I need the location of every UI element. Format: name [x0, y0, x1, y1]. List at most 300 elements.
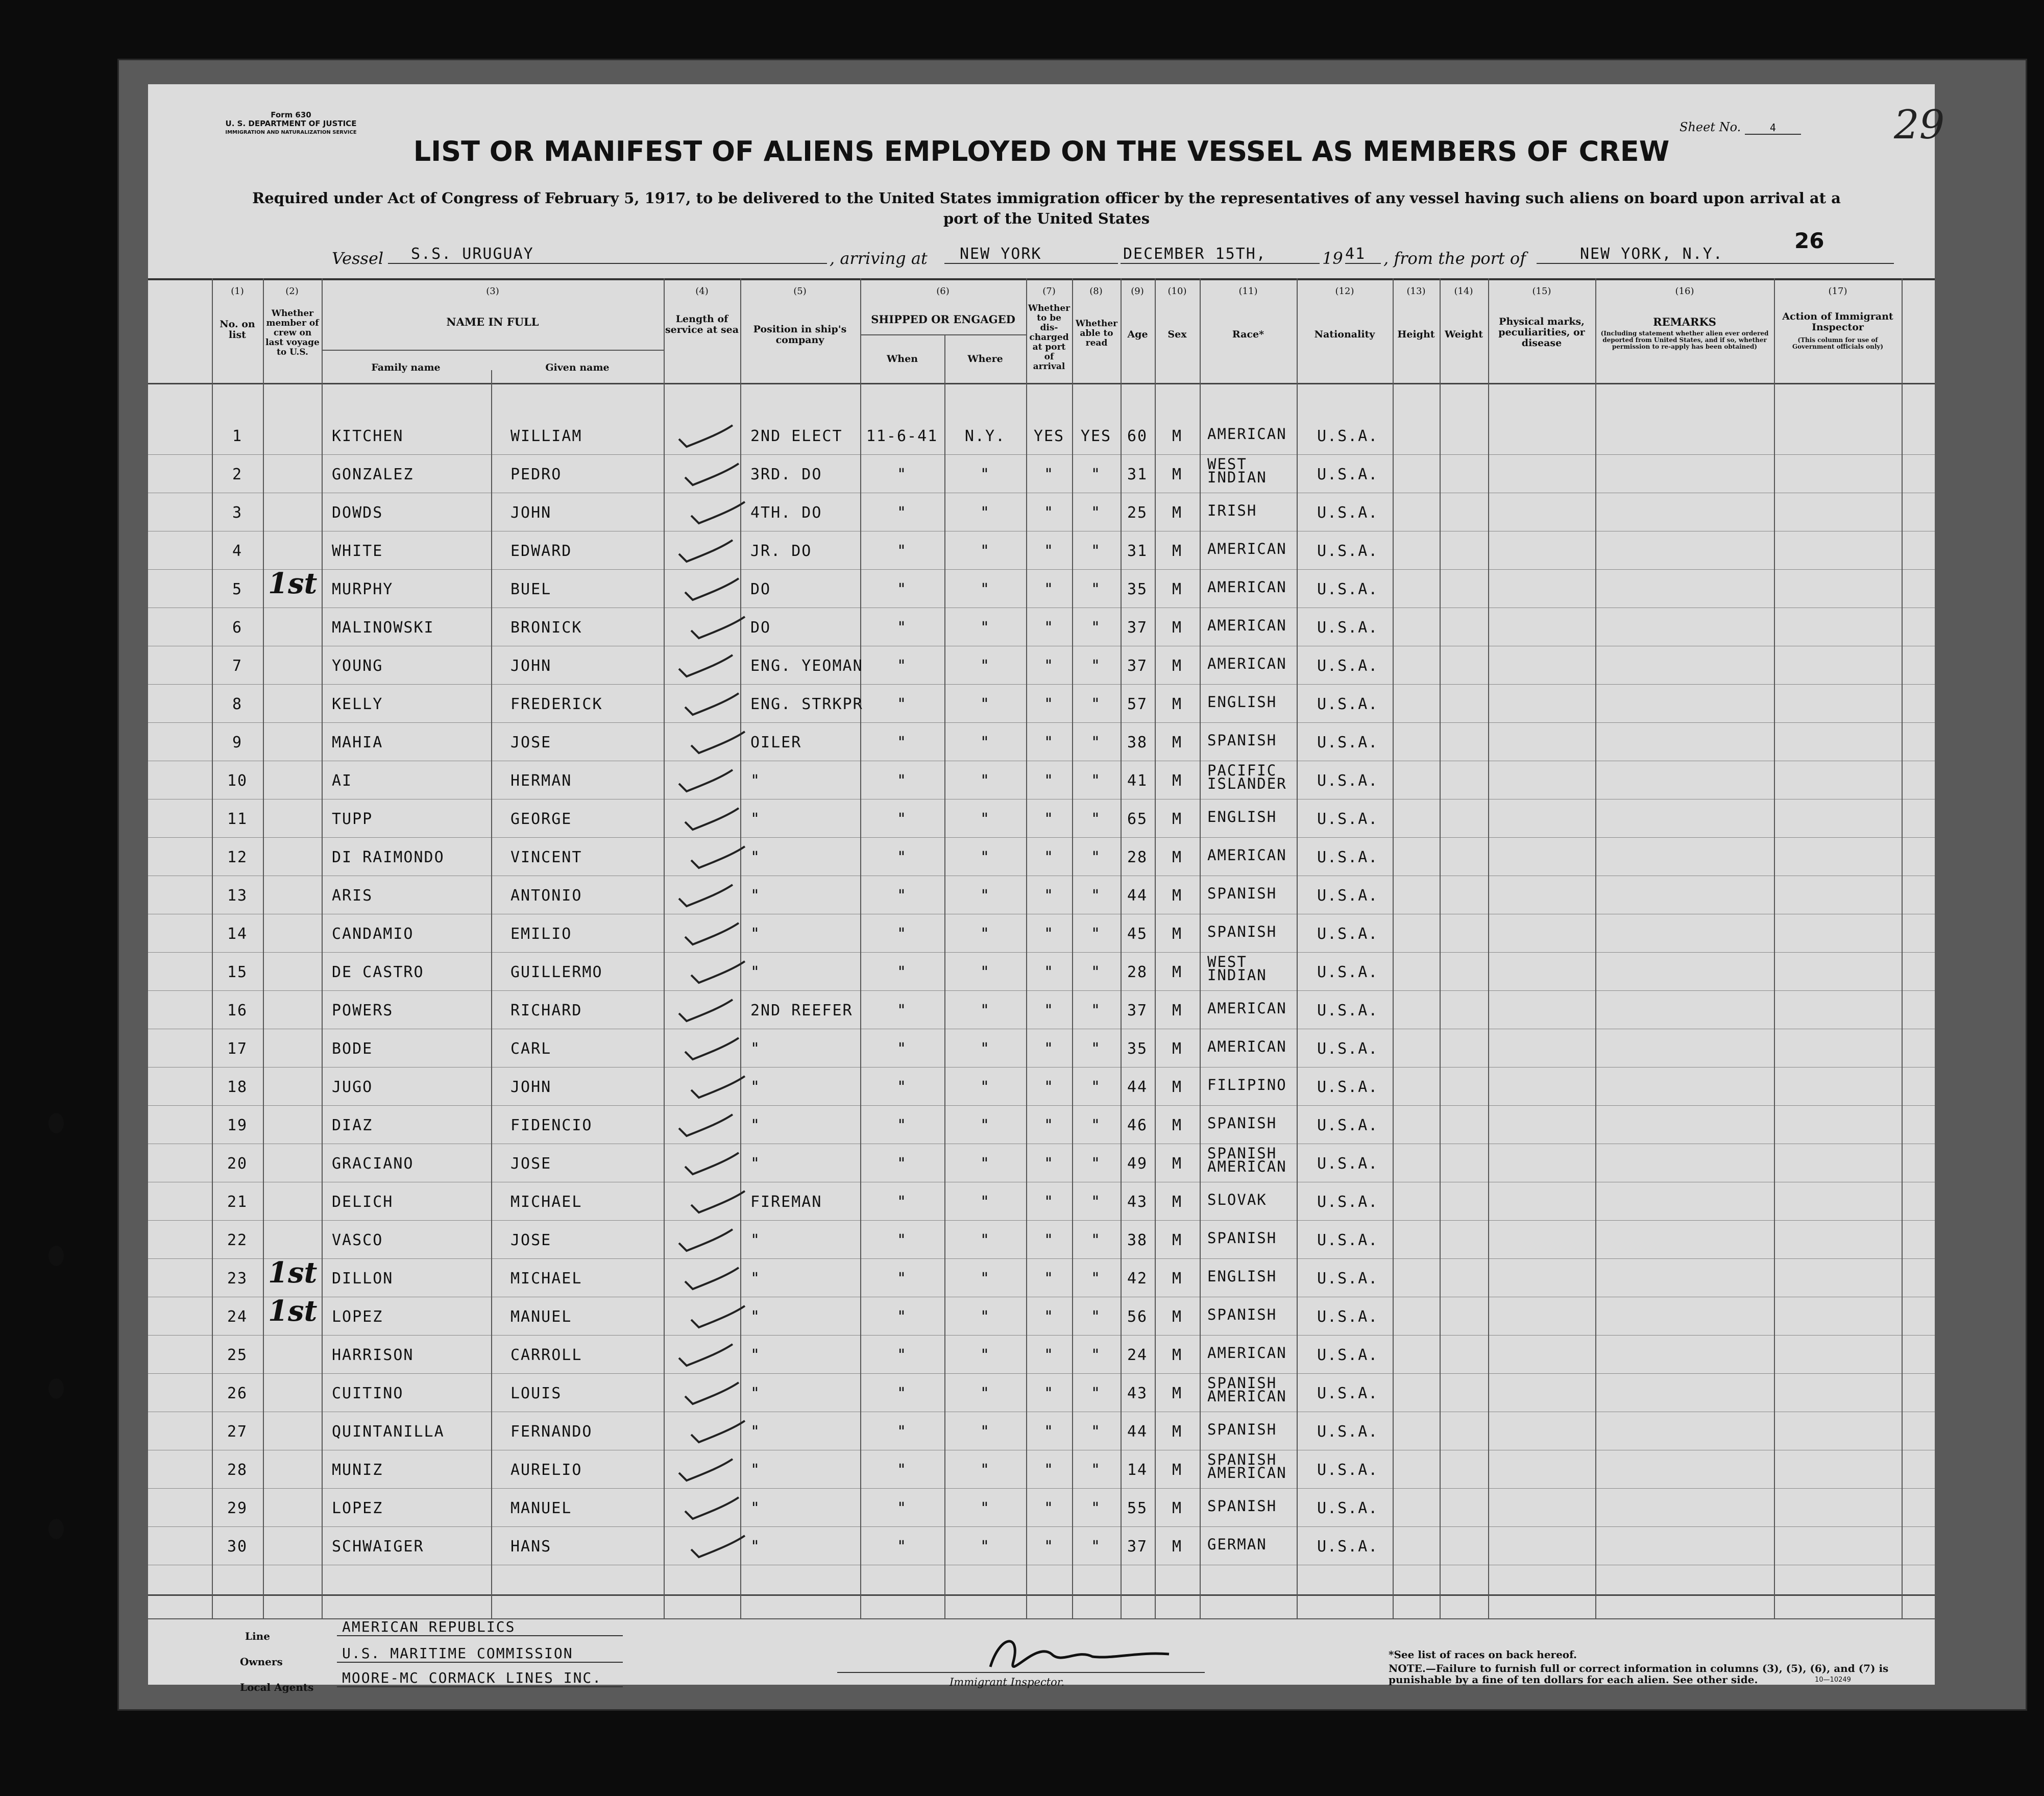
- cell-sex: M: [1172, 657, 1183, 675]
- cell-row-number: 29: [227, 1499, 248, 1517]
- header-remarks-note: (Including statement whether alien ever ordered deported from United States, and if so, whether permission to re-apply has been obtained): [1600, 330, 1769, 350]
- cell-race: ENGLISH: [1207, 693, 1277, 711]
- table-bottom-border: [148, 1594, 1935, 1596]
- cell-age: 41: [1127, 772, 1148, 790]
- cell-given-name: AURELIO: [510, 1461, 582, 1479]
- header-action-note: (This column for use of Government officials only): [1792, 336, 1884, 350]
- row-divider: [148, 454, 1935, 455]
- cell-age: 28: [1127, 848, 1148, 866]
- col-divider: [1393, 278, 1394, 1618]
- header-height: Height: [1397, 329, 1435, 340]
- col-divider: [740, 278, 741, 1618]
- cell-shipped-where: ": [980, 1308, 991, 1326]
- name-subdivider: [322, 350, 664, 351]
- cell-position: JR. DO: [750, 542, 812, 560]
- cell-discharged: ": [1043, 542, 1055, 560]
- cell-row-number: 23: [227, 1270, 248, 1288]
- col-divider: [1595, 278, 1596, 1618]
- cell-shipped-where: N.Y.: [964, 427, 1006, 445]
- cell-discharged: ": [1043, 1385, 1055, 1402]
- cell-given-name: CARL: [510, 1040, 552, 1058]
- row-divider: [148, 952, 1935, 953]
- col-num: (6): [936, 286, 950, 297]
- cell-able-to-read: ": [1090, 772, 1102, 790]
- cell-position: 4TH. DO: [750, 504, 822, 522]
- cell-age: 14: [1127, 1461, 1148, 1479]
- cell-able-to-read: ": [1090, 848, 1102, 866]
- cell-shipped-where: ": [980, 1423, 991, 1441]
- row-divider: [148, 1220, 1935, 1221]
- cell-age: 57: [1127, 695, 1148, 713]
- cell-able-to-read: ": [1090, 734, 1102, 751]
- cell-family-name: TUPP: [332, 810, 373, 828]
- handwritten-voyage-mark: 1st: [268, 567, 318, 600]
- cell-family-name: JUGO: [332, 1078, 373, 1096]
- cell-age: 55: [1127, 1499, 1148, 1517]
- cell-family-name: WHITE: [332, 542, 383, 560]
- cell-shipped-when: ": [896, 1155, 908, 1173]
- cell-nationality: U.S.A.: [1317, 619, 1379, 637]
- cell-shipped-where: ": [980, 810, 991, 828]
- department-name: U. S. DEPARTMENT OF JUSTICE: [225, 119, 357, 128]
- cell-sex: M: [1172, 1346, 1183, 1364]
- cell-family-name: LOPEZ: [332, 1499, 383, 1517]
- cell-race: SLOVAK: [1207, 1191, 1267, 1208]
- cell-row-number: 4: [232, 542, 243, 560]
- cell-nationality: U.S.A.: [1317, 1155, 1379, 1173]
- owners-label: Owners: [240, 1656, 283, 1668]
- header-weight: Weight: [1445, 329, 1483, 340]
- cell-shipped-where: ": [980, 542, 991, 560]
- cell-shipped-where: ": [980, 1078, 991, 1096]
- cell-race: SPANISH: [1207, 923, 1277, 940]
- header-physical-marks: Physical marks, peculiarities, or disease: [1498, 316, 1585, 349]
- cell-position: DO: [750, 619, 771, 637]
- cell-nationality: U.S.A.: [1317, 1385, 1379, 1402]
- cell-sex: M: [1172, 1117, 1183, 1134]
- col-num: (4): [695, 286, 709, 297]
- cell-position: DO: [750, 580, 771, 598]
- cell-shipped-when: 11-6-41: [866, 427, 938, 445]
- cell-race: SPANISH AMERICAN: [1207, 1374, 1287, 1405]
- cell-row-number: 15: [227, 963, 248, 981]
- cell-row-number: 26: [227, 1385, 248, 1402]
- cell-nationality: U.S.A.: [1317, 1193, 1379, 1211]
- header-shipped-engaged: SHIPPED OR ENGAGED: [871, 313, 1015, 326]
- cell-discharged: ": [1043, 657, 1055, 675]
- cell-position: ": [750, 887, 761, 905]
- cell-row-number: 3: [232, 504, 243, 522]
- cell-discharged: ": [1043, 1308, 1055, 1326]
- cell-sex: M: [1172, 619, 1183, 637]
- cell-shipped-where: ": [980, 1499, 991, 1517]
- cell-family-name: SCHWAIGER: [332, 1538, 424, 1556]
- cell-family-name: DE CASTRO: [332, 963, 424, 981]
- cell-given-name: HANS: [510, 1538, 552, 1556]
- cell-family-name: DI RAIMONDO: [332, 848, 445, 866]
- cell-given-name: JOHN: [510, 504, 552, 522]
- cell-row-number: 20: [227, 1155, 248, 1173]
- col-divider: [1026, 278, 1027, 1618]
- cell-age: 37: [1127, 657, 1148, 675]
- cell-given-name: ANTONIO: [510, 887, 582, 905]
- from-port-text: NEW YORK, N.Y.: [1580, 245, 1723, 263]
- cell-row-number: 14: [227, 925, 248, 943]
- cell-family-name: QUINTANILLA: [332, 1423, 445, 1441]
- cell-shipped-where: ": [980, 1155, 991, 1173]
- col-num: (3): [486, 286, 499, 297]
- page-subtitle: Required under Act of Congress of February 5, 1917, to be delivered to the United States immigration officer by the representatives of any vessel having such aliens on board upon arrival at a port of the United States: [252, 189, 1841, 227]
- col-num: (15): [1532, 286, 1551, 297]
- inspector-signature-line: [837, 1672, 1205, 1673]
- cell-position: ": [750, 1346, 761, 1364]
- cell-race: IRISH: [1207, 502, 1257, 519]
- col-divider: [322, 278, 323, 1618]
- cell-shipped-where: ": [980, 1270, 991, 1288]
- cell-discharged: YES: [1033, 427, 1065, 445]
- cell-shipped-when: ": [896, 772, 908, 790]
- cell-row-number: 6: [232, 619, 243, 637]
- cell-family-name: DOWDS: [332, 504, 383, 522]
- col-divider: [1072, 278, 1073, 1618]
- cell-able-to-read: ": [1090, 1346, 1102, 1364]
- cell-nationality: U.S.A.: [1317, 848, 1379, 866]
- cell-race: AMERICAN: [1207, 578, 1287, 596]
- cell-given-name: WILLIAM: [510, 427, 582, 445]
- col-num: (1): [231, 286, 244, 297]
- cell-nationality: U.S.A.: [1317, 887, 1379, 905]
- col-divider: [1774, 278, 1775, 1618]
- cell-row-number: 22: [227, 1231, 248, 1249]
- cell-age: 43: [1127, 1193, 1148, 1211]
- cell-family-name: MURPHY: [332, 580, 394, 598]
- cell-race: AMERICAN: [1207, 425, 1287, 443]
- cell-able-to-read: ": [1090, 1499, 1102, 1517]
- cell-family-name: CANDAMIO: [332, 925, 414, 943]
- cell-race: ENGLISH: [1207, 1268, 1277, 1285]
- cell-given-name: EMILIO: [510, 925, 572, 943]
- cell-race: SPANISH: [1207, 1229, 1277, 1247]
- header-remarks: REMARKS: [1653, 315, 1716, 328]
- cell-row-number: 27: [227, 1423, 248, 1441]
- cell-given-name: JOHN: [510, 657, 552, 675]
- cell-family-name: MAHIA: [332, 734, 383, 751]
- cell-position: ": [750, 1423, 761, 1441]
- cell-row-number: 5: [232, 580, 243, 598]
- header-discharged: Whether to be dis-charged at port of arrival: [1028, 303, 1070, 372]
- cell-nationality: U.S.A.: [1317, 1499, 1379, 1517]
- cell-position: ": [750, 925, 761, 943]
- cell-able-to-read: ": [1090, 1270, 1102, 1288]
- cell-age: 35: [1127, 1040, 1148, 1058]
- cell-shipped-where: ": [980, 1040, 991, 1058]
- cell-nationality: U.S.A.: [1317, 1346, 1379, 1364]
- cell-shipped-when: ": [896, 810, 908, 828]
- cell-discharged: ": [1043, 1193, 1055, 1211]
- cell-shipped-when: ": [896, 1423, 908, 1441]
- cell-shipped-when: ": [896, 1193, 908, 1211]
- cell-race: PACIFIC ISLANDER: [1207, 762, 1287, 792]
- cell-shipped-when: ": [896, 1040, 908, 1058]
- col-divider: [1902, 278, 1903, 1618]
- form-header: [199, 111, 383, 137]
- header-able-to-read: Whether able to read: [1075, 319, 1118, 348]
- col-num: (11): [1238, 286, 1258, 297]
- row-divider: [148, 1335, 1935, 1336]
- cell-able-to-read: ": [1090, 1155, 1102, 1173]
- cell-discharged: ": [1043, 772, 1055, 790]
- cell-given-name: CARROLL: [510, 1346, 582, 1364]
- cell-able-to-read: ": [1090, 887, 1102, 905]
- cell-sex: M: [1172, 1538, 1183, 1556]
- cell-sex: M: [1172, 1385, 1183, 1402]
- cell-age: 56: [1127, 1308, 1148, 1326]
- cell-family-name: MALINOWSKI: [332, 619, 434, 637]
- cell-sex: M: [1172, 1499, 1183, 1517]
- local-agents-label: Local Agents: [240, 1681, 314, 1693]
- cell-row-number: 28: [227, 1461, 248, 1479]
- cell-row-number: 9: [232, 734, 243, 751]
- cell-discharged: ": [1043, 695, 1055, 713]
- arrival-port-text: NEW YORK: [960, 245, 1042, 263]
- cell-discharged: ": [1043, 504, 1055, 522]
- cell-given-name: BRONICK: [510, 619, 582, 637]
- cell-race: SPANISH: [1207, 1306, 1277, 1323]
- cell-discharged: ": [1043, 1078, 1055, 1096]
- cell-shipped-when: ": [896, 1270, 908, 1288]
- cell-given-name: MANUEL: [510, 1308, 572, 1326]
- row-divider: [148, 1488, 1935, 1489]
- cell-given-name: EDWARD: [510, 542, 572, 560]
- cell-family-name: VASCO: [332, 1231, 383, 1249]
- cell-shipped-where: ": [980, 925, 991, 943]
- col-num: (14): [1454, 286, 1473, 297]
- cell-sex: M: [1172, 848, 1183, 866]
- cell-position: ": [750, 1308, 761, 1326]
- cell-nationality: U.S.A.: [1317, 734, 1379, 751]
- cell-given-name: RICHARD: [510, 1002, 582, 1020]
- cell-family-name: DILLON: [332, 1270, 394, 1288]
- cell-sex: M: [1172, 810, 1183, 828]
- cell-discharged: ": [1043, 1538, 1055, 1556]
- col-divider: [1440, 278, 1441, 1618]
- cell-given-name: JOSE: [510, 1155, 552, 1173]
- cell-age: 44: [1127, 887, 1148, 905]
- cell-position: ": [750, 1499, 761, 1517]
- cell-shipped-where: ": [980, 1385, 991, 1402]
- page-mark: 29: [1894, 102, 1945, 148]
- cell-discharged: ": [1043, 734, 1055, 751]
- cell-age: 31: [1127, 466, 1148, 483]
- header-race: Race*: [1232, 329, 1264, 340]
- cell-nationality: U.S.A.: [1317, 1423, 1379, 1441]
- cell-able-to-read: YES: [1080, 427, 1112, 445]
- cell-discharged: ": [1043, 1040, 1055, 1058]
- cell-family-name: GONZALEZ: [332, 466, 414, 483]
- cell-row-number: 17: [227, 1040, 248, 1058]
- cell-shipped-where: ": [980, 1346, 991, 1364]
- col-divider: [1200, 278, 1201, 1618]
- col-num: (9): [1131, 286, 1144, 297]
- cell-sex: M: [1172, 542, 1183, 560]
- cell-age: 24: [1127, 1346, 1148, 1364]
- cell-row-number: 19: [227, 1117, 248, 1134]
- cell-family-name: BODE: [332, 1040, 373, 1058]
- line-value-text: AMERICAN REPUBLICS: [342, 1618, 516, 1635]
- cell-race: SPANISH AMERICAN: [1207, 1145, 1287, 1175]
- cell-position: FIREMAN: [750, 1193, 822, 1211]
- cell-age: 43: [1127, 1385, 1148, 1402]
- header-position: Position in ship's company: [753, 324, 847, 346]
- header-bottom-border: [148, 383, 1935, 384]
- cell-shipped-when: ": [896, 963, 908, 981]
- inspector-label: Immigrant Inspector.: [950, 1676, 1065, 1688]
- vessel-name: [388, 245, 827, 264]
- cell-age: 49: [1127, 1155, 1148, 1173]
- cell-row-number: 30: [227, 1538, 248, 1556]
- cell-family-name: CUITINO: [332, 1385, 404, 1402]
- owners-value-text: U.S. MARITIME COMMISSION: [342, 1645, 573, 1662]
- cell-age: 38: [1127, 1231, 1148, 1249]
- col-divider: [1155, 278, 1156, 1618]
- cell-row-number: 16: [227, 1002, 248, 1020]
- service-name: IMMIGRATION AND NATURALIZATION SERVICE: [225, 130, 357, 135]
- cell-family-name: DIAZ: [332, 1117, 373, 1134]
- cell-shipped-where: ": [980, 1231, 991, 1249]
- local-agents-value-text: MOORE-MC CORMACK LINES INC.: [342, 1669, 602, 1686]
- form-number: Form 630: [271, 110, 311, 119]
- cell-nationality: U.S.A.: [1317, 925, 1379, 943]
- col-divider: [1488, 278, 1489, 1618]
- arriving-label: , arriving at: [830, 249, 928, 268]
- cell-shipped-when: ": [896, 1538, 908, 1556]
- cell-position: 2ND ELECT: [750, 427, 843, 445]
- cell-race: SPANISH: [1207, 732, 1277, 749]
- cell-discharged: ": [1043, 848, 1055, 866]
- cell-able-to-read: ": [1090, 963, 1102, 981]
- cell-discharged: ": [1043, 963, 1055, 981]
- cell-shipped-where: ": [980, 1117, 991, 1134]
- cell-shipped-where: ": [980, 695, 991, 713]
- cell-shipped-where: ": [980, 848, 991, 866]
- cell-discharged: ": [1043, 1270, 1055, 1288]
- cell-position: ": [750, 1538, 761, 1556]
- cell-sex: M: [1172, 504, 1183, 522]
- header-no-on-list: No. on list: [220, 319, 255, 341]
- cell-shipped-when: ": [896, 619, 908, 637]
- cell-sex: M: [1172, 925, 1183, 943]
- col-divider: [491, 370, 492, 1618]
- header-given-name: Given name: [545, 362, 610, 373]
- cell-sex: M: [1172, 695, 1183, 713]
- cell-race: AMERICAN: [1207, 846, 1287, 864]
- cell-shipped-when: ": [896, 1346, 908, 1364]
- cell-age: 35: [1127, 580, 1148, 598]
- binder-hole: [48, 1519, 64, 1539]
- cell-age: 45: [1127, 925, 1148, 943]
- cell-nationality: U.S.A.: [1317, 427, 1379, 445]
- cell-row-number: 12: [227, 848, 248, 866]
- cell-nationality: U.S.A.: [1317, 1078, 1379, 1096]
- cell-able-to-read: ": [1090, 1231, 1102, 1249]
- cell-able-to-read: ": [1090, 1538, 1102, 1556]
- cell-shipped-where: ": [980, 1461, 991, 1479]
- cell-given-name: GEORGE: [510, 810, 572, 828]
- cell-sex: M: [1172, 887, 1183, 905]
- cell-sex: M: [1172, 772, 1183, 790]
- header-name-in-full: NAME IN FULL: [446, 315, 539, 328]
- cell-position: ": [750, 1270, 761, 1288]
- cell-able-to-read: ": [1090, 1117, 1102, 1134]
- cell-position: ": [750, 1078, 761, 1096]
- header-sex: Sex: [1167, 329, 1187, 340]
- cell-shipped-when: ": [896, 1117, 908, 1134]
- cell-nationality: U.S.A.: [1317, 695, 1379, 713]
- cell-discharged: ": [1043, 887, 1055, 905]
- cell-given-name: FERNANDO: [510, 1423, 593, 1441]
- cell-position: ": [750, 1117, 761, 1134]
- sheet-number: [1680, 120, 1801, 135]
- cell-nationality: U.S.A.: [1317, 1308, 1379, 1326]
- cell-given-name: PEDRO: [510, 466, 562, 483]
- arrival-port: [944, 245, 1118, 264]
- cell-race: WEST INDIAN: [1207, 455, 1267, 486]
- cell-able-to-read: ": [1090, 619, 1102, 637]
- manifest-sheet: [148, 84, 1945, 1693]
- cell-race: SPANISH: [1207, 1114, 1277, 1132]
- cell-nationality: U.S.A.: [1317, 1461, 1379, 1479]
- cell-sex: M: [1172, 466, 1183, 483]
- cell-discharged: ": [1043, 466, 1055, 483]
- cell-given-name: MICHAEL: [510, 1270, 582, 1288]
- cell-race: SPANISH AMERICAN: [1207, 1451, 1287, 1482]
- cell-row-number: 11: [227, 810, 248, 828]
- cell-race: SPANISH: [1207, 885, 1277, 902]
- cell-discharged: ": [1043, 810, 1055, 828]
- cell-nationality: U.S.A.: [1317, 1002, 1379, 1020]
- print-code: 10—10249: [1815, 1676, 1851, 1684]
- cell-shipped-when: ": [896, 542, 908, 560]
- cell-given-name: JOSE: [510, 734, 552, 751]
- cell-race: WEST INDIAN: [1207, 953, 1267, 984]
- cell-able-to-read: ": [1090, 466, 1102, 483]
- cell-given-name: BUEL: [510, 580, 552, 598]
- cell-family-name: KITCHEN: [332, 427, 404, 445]
- col-divider: [664, 278, 665, 1618]
- cell-race: AMERICAN: [1207, 540, 1287, 557]
- cell-sex: M: [1172, 1270, 1183, 1288]
- cell-shipped-where: ": [980, 887, 991, 905]
- local-agents-value: [337, 1669, 623, 1687]
- cell-shipped-where: ": [980, 734, 991, 751]
- cell-shipped-where: ": [980, 504, 991, 522]
- cell-row-number: 7: [232, 657, 243, 675]
- cell-discharged: ": [1043, 1461, 1055, 1479]
- col-divider: [1297, 278, 1298, 1618]
- cell-shipped-when: ": [896, 1078, 908, 1096]
- cell-given-name: MICHAEL: [510, 1193, 582, 1211]
- header-age: Age: [1127, 329, 1148, 340]
- cell-shipped-when: ": [896, 1308, 908, 1326]
- sheet-number-value: 4: [1745, 122, 1801, 135]
- cell-shipped-when: ": [896, 887, 908, 905]
- cell-position: 3RD. DO: [750, 466, 822, 483]
- cell-position: ": [750, 848, 761, 866]
- cell-position: ": [750, 1385, 761, 1402]
- row-divider: [148, 1258, 1935, 1259]
- cell-shipped-when: ": [896, 504, 908, 522]
- cell-able-to-read: ": [1090, 1193, 1102, 1211]
